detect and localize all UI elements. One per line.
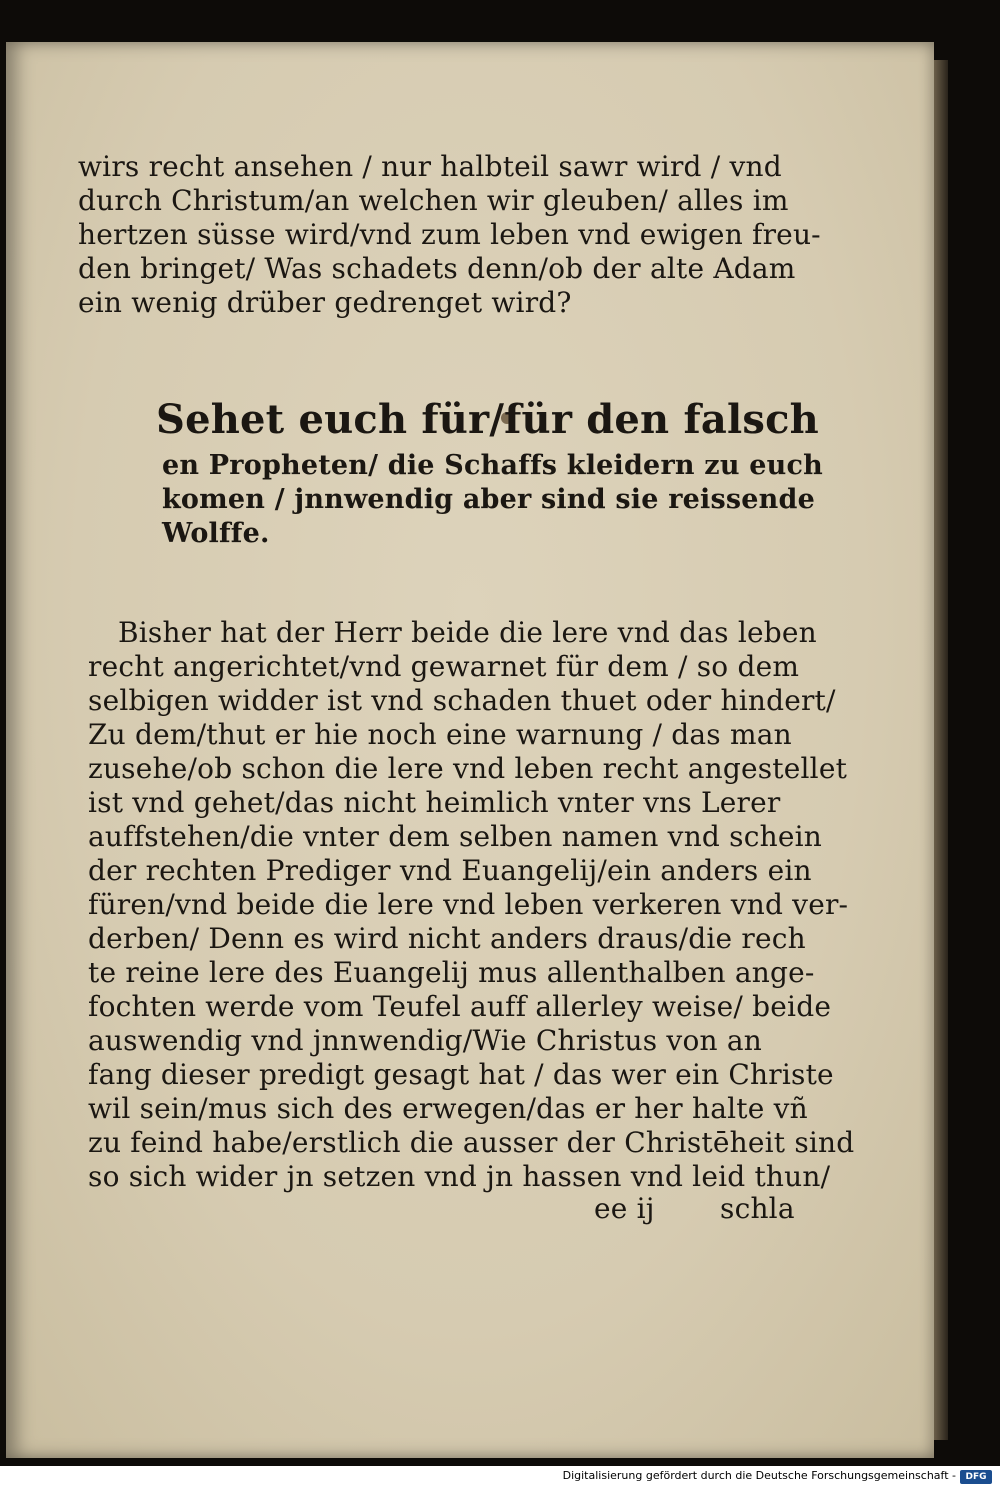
text-line: derben/ Denn es wird nicht anders draus/die rech (88, 922, 806, 955)
text-line: fang dieser predigt gesagt hat / das wer ein Christe (88, 1058, 834, 1091)
signature-mark: ee ij (594, 1192, 655, 1225)
book-page (6, 42, 934, 1458)
text-line: Bisher hat der Herr beide die lere vnd das leben (118, 616, 817, 649)
page-edge (934, 60, 948, 1440)
text-line: te reine lere des Euangelij mus allenthalben ange- (88, 956, 815, 989)
text-line: wil sein/mus sich des erwegen/das er her halte vñ (88, 1092, 808, 1125)
text-line: füren/vnd beide die lere vnd leben verkeren vnd ver- (88, 888, 849, 921)
text-line: zusehe/ob schon die lere vnd leben recht angestellet (88, 752, 848, 785)
text-line: auswendig vnd jnnwendig/Wie Christus von an (88, 1024, 762, 1057)
text-line: fochten werde vom Teufel auff allerley weise/ beide (88, 990, 832, 1023)
text-line: der rechten Prediger vnd Euangelij/ein anders ein (88, 854, 812, 887)
text-line: den bringet/ Was schadets denn/ob der alte Adam (78, 252, 796, 285)
text-line: selbigen widder ist vnd schaden thuet oder hindert/ (88, 684, 836, 717)
heading-line: komen / jnnwendig aber sind sie reissende (162, 484, 815, 515)
heading-line: en Propheten/ die Schaffs kleidern zu euch (162, 450, 823, 481)
text-line: zu feind habe/erstlich die ausser der Christēheit sind (88, 1126, 855, 1159)
dfg-logo: DFG (960, 1470, 992, 1484)
text-line: ein wenig drüber gedrenget wird? (78, 286, 572, 319)
heading-line: Wolffe. (162, 518, 270, 549)
text-line: so sich wider jn setzen vnd jn hassen vnd leid thun/ (88, 1160, 831, 1193)
text-line: Zu dem/thut er hie noch eine warnung / das man (88, 718, 792, 751)
text-line: ist vnd gehet/das nicht heimlich vnter vns Lerer (88, 786, 781, 819)
text-line: recht angerichtet/vnd gewarnet für dem / so dem (88, 650, 800, 683)
heading-line: Sehet euch für/für den falsch (156, 396, 819, 443)
footer-credit: Digitalisierung gefördert durch die Deutsche Forschungsgemeinschaft - (562, 1469, 956, 1482)
text-line: auffstehen/die vnter dem selben namen vnd schein (88, 820, 822, 853)
text-line: wirs recht ansehen / nur halbteil sawr wird / vnd (78, 150, 782, 183)
text-line: hertzen süsse wird/vnd zum leben vnd ewigen freu- (78, 218, 821, 251)
text-line: durch Christum/an welchen wir gleuben/ alles im (78, 184, 789, 217)
catchword: schla (720, 1192, 795, 1225)
footer-bar (0, 1466, 1000, 1488)
